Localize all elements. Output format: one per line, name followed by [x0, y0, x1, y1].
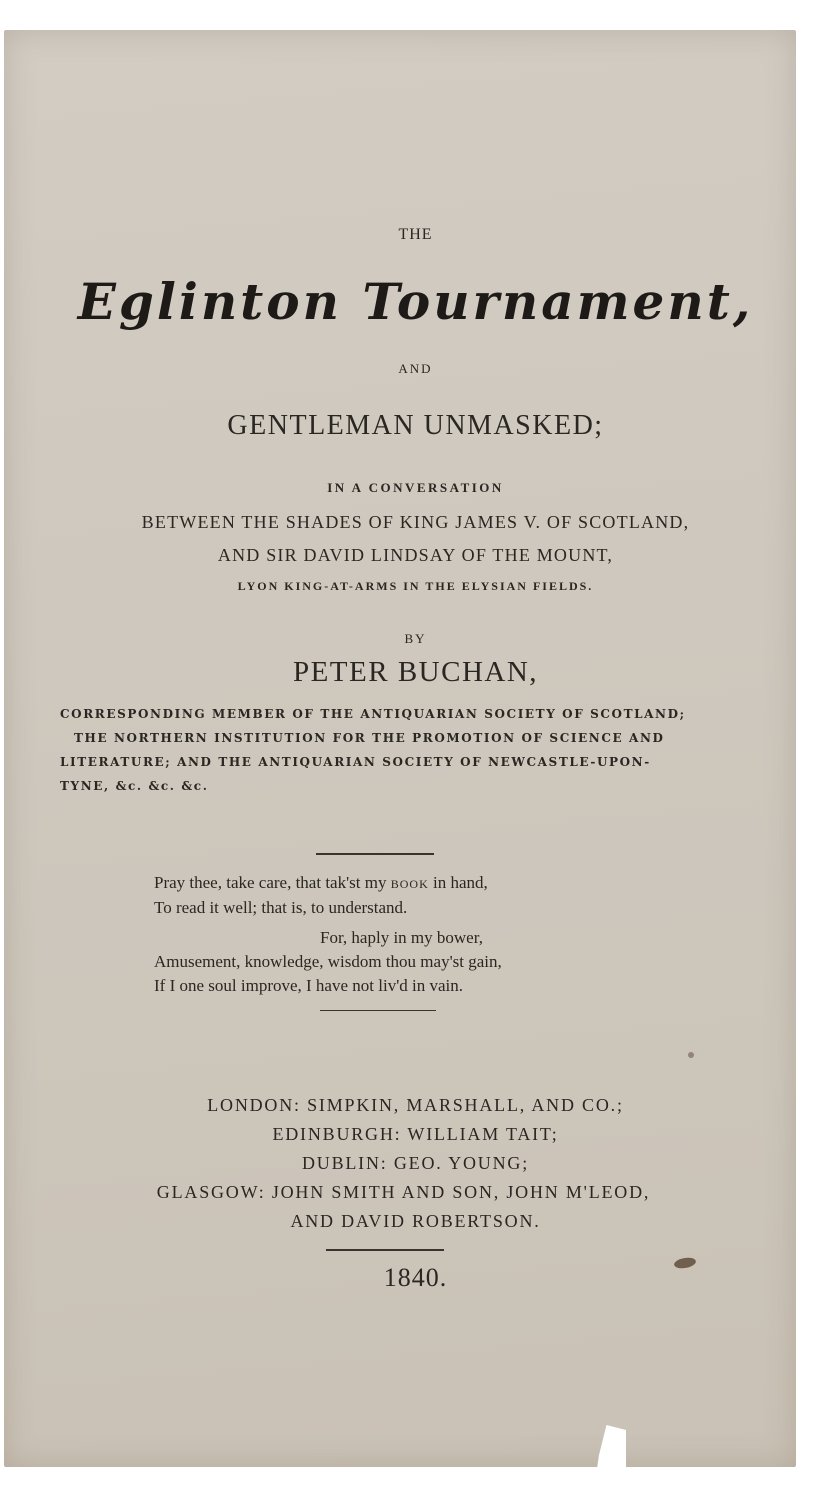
epigraph-text: Pray thee, take care, that tak'st my — [154, 873, 391, 892]
credentials-line: LITERATURE; AND THE ANTIQUARIAN SOCIETY OF NEWCASTLE-UPON- — [60, 755, 651, 769]
by-line: BY — [404, 631, 427, 646]
paper-spot — [688, 1052, 694, 1058]
imprint-dublin: DUBLIN: GEO. YOUNG; — [301, 1153, 529, 1173]
publication-year: 1840. — [383, 1263, 448, 1292]
epigraph-line — [154, 871, 624, 896]
epigraph-book-word: BOOK — [390, 877, 429, 891]
credentials-line: CORRESPONDING MEMBER OF THE ANTIQUARIAN SOCIETY OF SCOTLAND; — [60, 707, 686, 721]
title-article: THE — [398, 226, 433, 243]
author-name: PETER BUCHAN, — [292, 656, 539, 688]
divider-rule-top — [316, 853, 434, 855]
divider-rule-bottom — [326, 1249, 444, 1251]
credentials-line: THE NORTHERN INSTITUTION FOR THE PROMOTION OF SCIENCE AND — [74, 731, 665, 745]
imprint-and-david: AND DAVID ROBERTSON. — [290, 1211, 541, 1231]
between-line: BETWEEN THE SHADES OF KING JAMES V. OF SCOTLAND, — [141, 512, 690, 532]
conversation-line: IN A CONVERSATION — [327, 480, 504, 495]
imprint-london: LONDON: SIMPKIN, MARSHALL, AND CO.; — [207, 1095, 624, 1115]
epigraph-line: If I one soul improve, I have not liv'd in vain. — [154, 976, 463, 995]
epigraph-line: Amusement, knowledge, wisdom thou may'st gain, — [154, 952, 502, 971]
book-subtitle: GENTLEMAN UNMASKED; — [227, 410, 604, 441]
epigraph-line: To read it well; that is, to understand. — [154, 898, 408, 917]
epigraph-text: in hand, — [428, 873, 488, 892]
divider-rule-middle — [320, 1010, 436, 1011]
book-title: Eglinton Tournament, — [77, 272, 754, 331]
title-conjunction: AND — [398, 361, 433, 376]
author-credentials — [60, 702, 700, 798]
imprint-glasgow: GLASGOW: JOHN SMITH AND SON, JOHN M'LEOD, — [156, 1182, 651, 1202]
credentials-line: TYNE, &c. &c. &c. — [60, 779, 209, 793]
imprint-edinburgh: EDINBURGH: WILLIAM TAIT; — [272, 1124, 559, 1144]
epigraph-line: For, haply in my bower, — [320, 928, 483, 947]
sir-david-line: AND SIR DAVID LINDSAY OF THE MOUNT, — [217, 545, 614, 565]
epigraph — [154, 871, 624, 998]
lyon-line: LYON KING-AT-ARMS IN THE ELYSIAN FIELDS. — [237, 579, 594, 593]
